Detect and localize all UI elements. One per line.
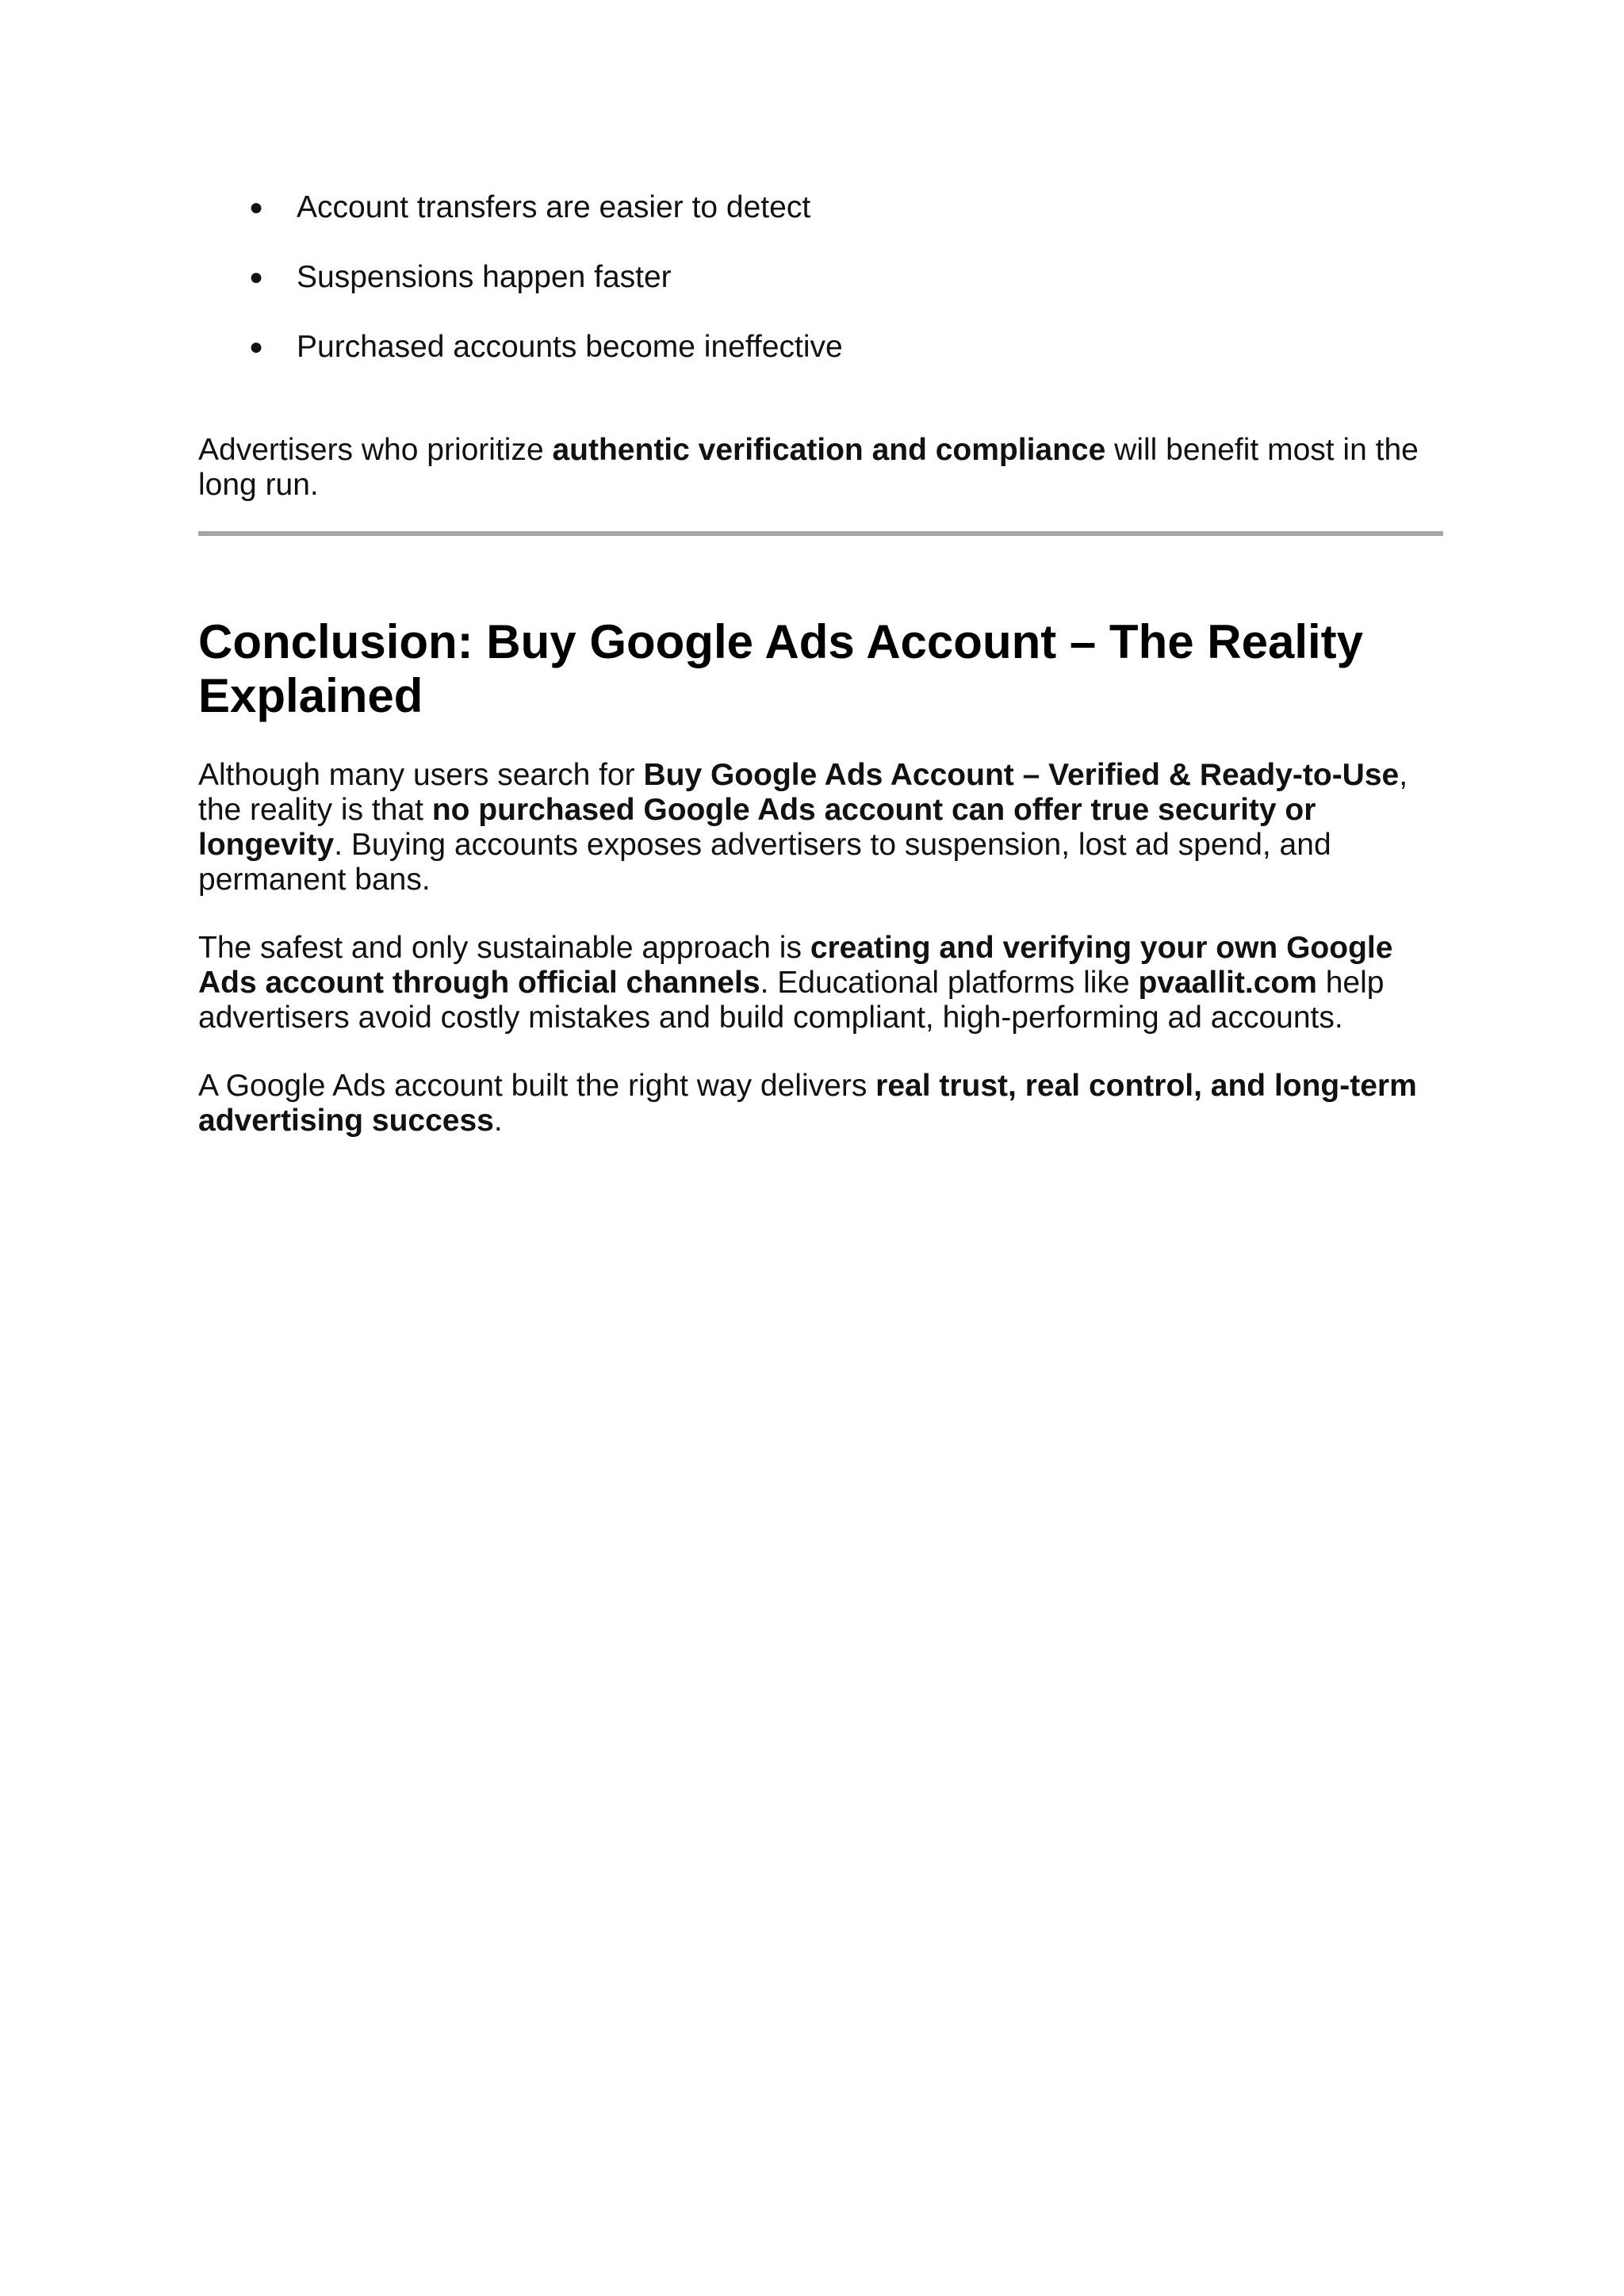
list-item — [198, 190, 1443, 225]
paragraph-text: . Buying accounts exposes advertisers to suspension, lost ad spend, and permanent bans. — [198, 828, 1331, 897]
conclusion-paragraph-3 — [198, 1069, 1443, 1138]
bold-phrase: creating and verifying your own Google Ads account through official channels — [198, 931, 1393, 1000]
paragraph-text: help advertisers avoid costly mistakes and build compliant, high-performing ad accounts. — [198, 966, 1385, 1035]
website-name: pvaallit.com — [1138, 966, 1317, 1000]
list-item-text: Account transfers are easier to detect — [297, 190, 811, 224]
section-heading: Conclusion: Buy Google Ads Account – The Reality Explained — [198, 615, 1364, 722]
paragraph-text: will benefit most in the long run. — [198, 433, 1419, 502]
paragraph-text: . — [493, 1104, 503, 1138]
bullet-icon: ● — [249, 264, 264, 290]
bullet-list — [198, 190, 1443, 365]
bold-phrase: no purchased Google Ads account can offer true security or longevity — [198, 793, 1316, 862]
paragraph-text: Advertisers who prioritize — [198, 433, 553, 467]
bold-phrase: real trust, real control, and long-term advertising success — [198, 1069, 1417, 1138]
conclusion-paragraph-1 — [198, 758, 1443, 897]
conclusion-paragraph-2 — [198, 931, 1443, 1035]
paragraph-text: . Educational platforms like — [760, 966, 1139, 1000]
list-item-text: Suspensions happen faster — [297, 260, 672, 294]
paragraph-text: The safest and only sustainable approach is — [198, 931, 810, 965]
list-item — [198, 260, 1443, 295]
bullet-icon: ● — [249, 194, 264, 220]
list-item — [198, 330, 1443, 365]
paragraph-text: , the reality is that — [198, 758, 1408, 827]
list-item-text: Purchased accounts become ineffective — [297, 330, 843, 364]
paragraph-text: A Google Ads account built the right way delivers — [198, 1069, 876, 1103]
bullet-icon: ● — [249, 334, 264, 360]
advertisers-paragraph — [198, 433, 1443, 503]
bold-phrase: authentic verification and compliance — [552, 433, 1106, 467]
document-content — [198, 190, 1443, 1138]
paragraph-text: Although many users search for — [198, 758, 644, 792]
bold-phrase: Buy Google Ads Account – Verified & Ready-to-Use — [643, 758, 1400, 792]
horizontal-divider — [198, 531, 1443, 536]
